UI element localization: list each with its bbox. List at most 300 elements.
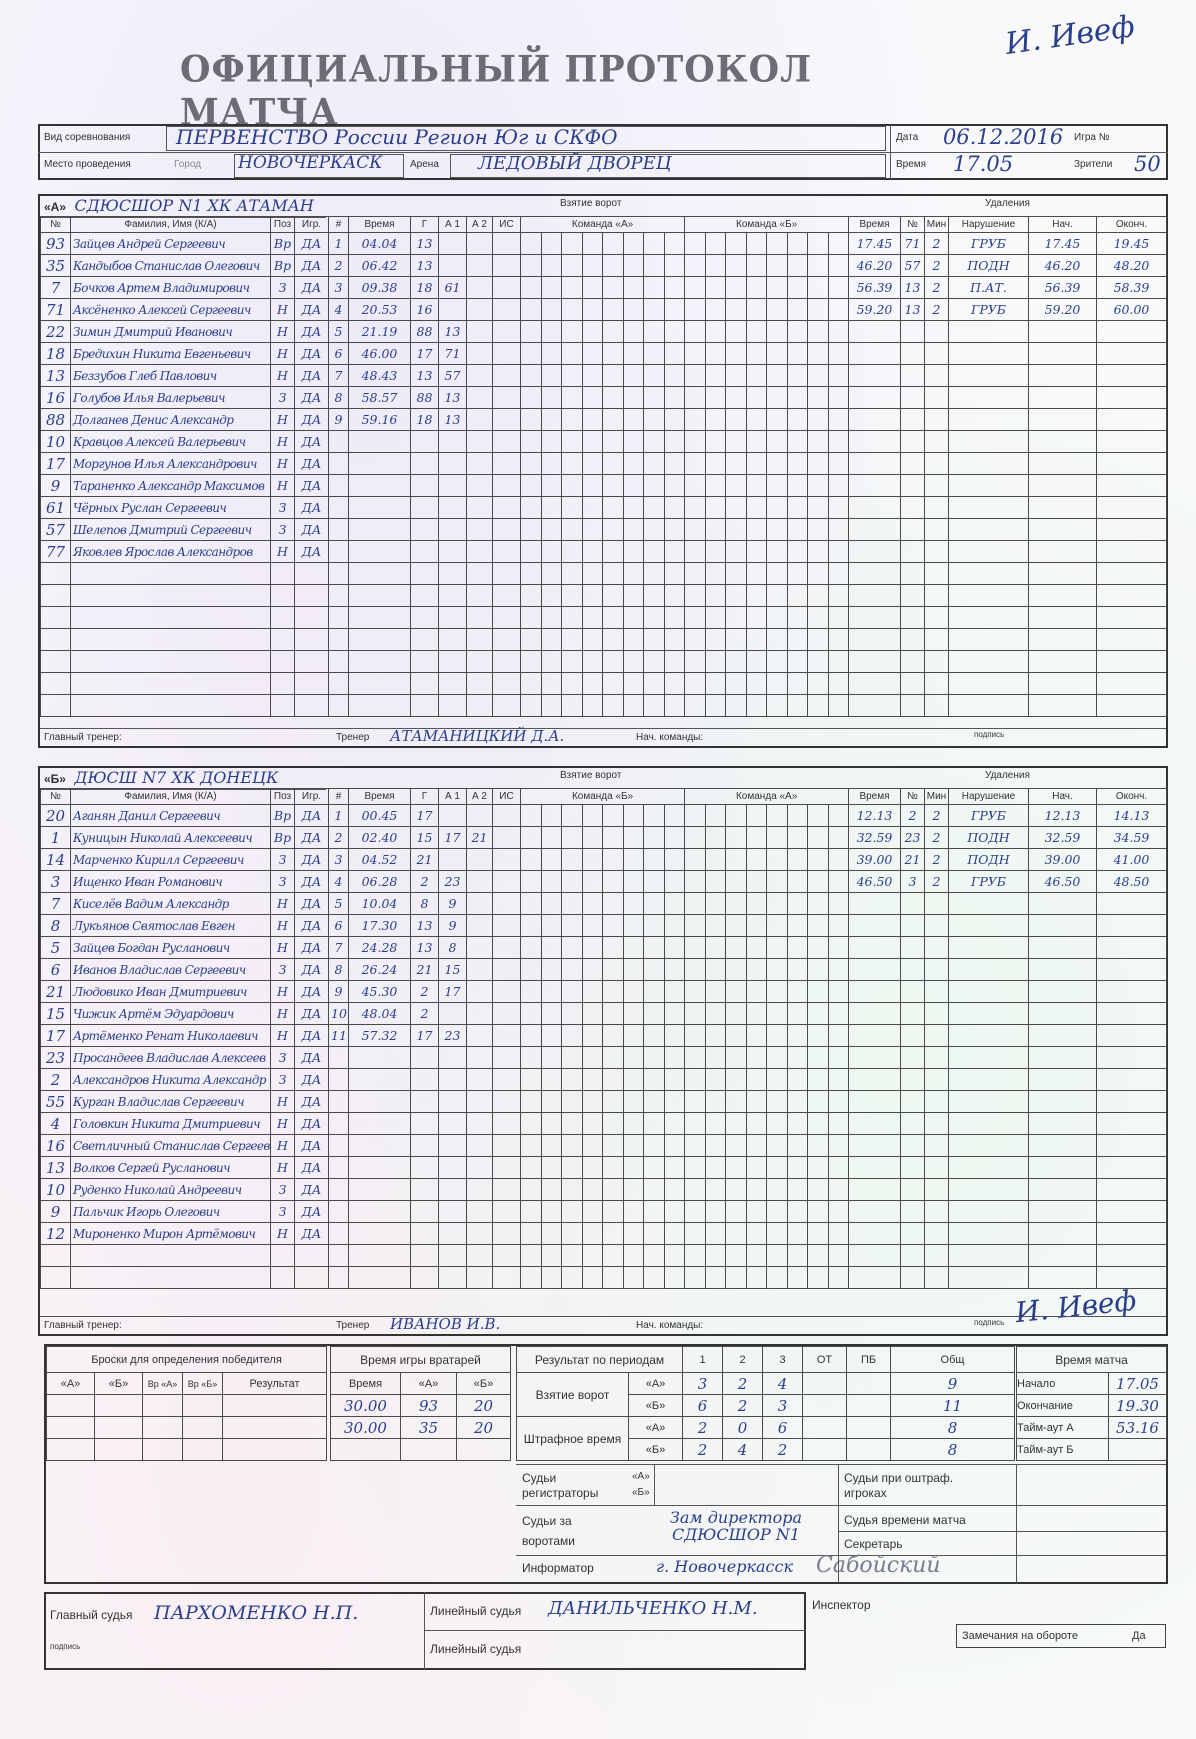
gk-grid-cell — [726, 431, 747, 453]
gk-grid-cell — [541, 475, 562, 497]
roster-row — [41, 607, 329, 629]
gk-grid-cell — [521, 343, 542, 365]
officials-vline — [838, 1465, 839, 1583]
goal-assist-2 — [467, 1113, 493, 1135]
goal-assist-1 — [439, 1223, 467, 1245]
gk-grid-cell — [808, 1069, 829, 1091]
penalty-time — [849, 959, 901, 981]
penalty-infraction — [949, 321, 1029, 343]
gk-grid-cell — [705, 1091, 726, 1113]
penalty-player: 57 — [901, 255, 925, 277]
shootout-col-gka: Вр «А» — [143, 1373, 183, 1395]
penalty-end — [1097, 1135, 1167, 1157]
gk-grid-cell — [623, 409, 644, 431]
goal-time: 06.42 — [349, 255, 411, 277]
roster-row — [41, 255, 329, 277]
gk-grid-cell — [726, 409, 747, 431]
gk-grid-cell — [828, 871, 849, 893]
penalty-player — [901, 585, 925, 607]
goal-number — [329, 475, 349, 497]
timeout-a-label: Тайм-аут А — [1017, 1417, 1109, 1439]
periods-pim-label: Штрафное время — [517, 1417, 629, 1461]
player-position — [271, 651, 295, 673]
player-number: 35 — [41, 255, 71, 277]
goal-time: 00.45 — [349, 805, 411, 827]
gk-grid-cell — [623, 849, 644, 871]
player-name: Ищенко Иван Романович — [71, 871, 271, 893]
penalty-row — [849, 233, 1167, 255]
penalty-time — [849, 563, 901, 585]
gk-grid-row — [521, 959, 849, 981]
penalty-infraction — [949, 607, 1029, 629]
goal-scorer — [411, 453, 439, 475]
gk-grid-cell — [541, 1091, 562, 1113]
penalty-player — [901, 629, 925, 651]
period-value: 2 — [763, 1439, 803, 1461]
penalty-minutes — [925, 1091, 949, 1113]
gk-grid-cell — [726, 1047, 747, 1069]
gk-grid-cell — [562, 1113, 583, 1135]
gk-grid-cell — [828, 585, 849, 607]
goal-number — [329, 695, 349, 717]
penalty-player: 23 — [901, 827, 925, 849]
goal-time — [349, 541, 411, 563]
penalty-minutes — [925, 519, 949, 541]
period-value: 11 — [891, 1395, 1015, 1417]
gk-grid-cell — [541, 1157, 562, 1179]
gk-grid-cell — [603, 409, 624, 431]
penalty-row — [849, 959, 1167, 981]
penalty-player — [901, 453, 925, 475]
col-g: Г — [411, 217, 439, 233]
player-position — [271, 563, 295, 585]
col-name — [71, 217, 271, 233]
penalty-start — [1029, 1047, 1097, 1069]
player-name — [71, 1267, 271, 1289]
gk-grid-cell — [767, 1245, 788, 1267]
gk-grid-cell — [746, 1069, 767, 1091]
gk-grid-cell — [726, 255, 747, 277]
penalty-minutes — [925, 1003, 949, 1025]
goal-scorer — [411, 1047, 439, 1069]
goal-assist-1 — [439, 431, 467, 453]
gk-grid-cell — [746, 1223, 767, 1245]
gk-grid-cell — [746, 805, 767, 827]
gk-grid-cell — [541, 607, 562, 629]
gk-grid-cell — [603, 827, 624, 849]
goal-situation — [493, 277, 521, 299]
gk-grid-cell — [685, 365, 706, 387]
goal-time: 04.04 — [349, 233, 411, 255]
gk-grid-cell — [562, 981, 583, 1003]
period-value — [847, 1417, 891, 1439]
gk-grid-cell — [582, 233, 603, 255]
gk-grid-cell — [664, 563, 685, 585]
gk-grid-cell — [644, 893, 665, 915]
player-number: 6 — [41, 959, 71, 981]
gk-grid-row — [521, 607, 849, 629]
player-name: Тараненко Александр Максимов — [71, 475, 271, 497]
penalty-minutes — [925, 541, 949, 563]
goal-situation — [493, 981, 521, 1003]
player-position: Н — [271, 321, 295, 343]
gk-grid-cell — [726, 1267, 747, 1289]
goal-assist-2 — [467, 1201, 493, 1223]
gk-grid-cell — [603, 959, 624, 981]
gk-grid-cell — [623, 453, 644, 475]
gk-grid-cell — [787, 1113, 808, 1135]
gk-grid-cell — [582, 563, 603, 585]
gk-grid-cell — [726, 1025, 747, 1047]
goal-row — [329, 629, 521, 651]
gk-grid-cell — [644, 849, 665, 871]
gk-grid-cell — [603, 1267, 624, 1289]
penalty-infraction — [949, 409, 1029, 431]
gk-grid-cell — [582, 937, 603, 959]
player-name: Волков Сергей Русланович — [71, 1157, 271, 1179]
goal-assist-2 — [467, 805, 493, 827]
col-pen-min: Мин — [925, 789, 949, 805]
period-value: 2 — [683, 1417, 723, 1439]
registrars-a: «А» — [632, 1471, 650, 1482]
gk-grid-cell — [541, 1113, 562, 1135]
goal-time: 48.04 — [349, 1003, 411, 1025]
goal-row — [329, 893, 521, 915]
gk-grid-cell — [746, 849, 767, 871]
gk-grid-cell — [623, 497, 644, 519]
player-position: Н — [271, 343, 295, 365]
gk-grid-cell — [623, 1267, 644, 1289]
gk-grid-cell — [726, 1179, 747, 1201]
gk-grid-cell — [603, 629, 624, 651]
gk-grid-cell — [644, 1245, 665, 1267]
linesman1-label: Линейный судья — [430, 1604, 522, 1618]
gk-grid-cell — [541, 1069, 562, 1091]
goal-assist-2 — [467, 893, 493, 915]
penalty-infraction — [949, 453, 1029, 475]
referees-hline — [424, 1630, 806, 1631]
referee-sign-label: подпись — [50, 1642, 81, 1651]
gk-grid-cell — [705, 805, 726, 827]
player-played: ДА — [295, 365, 329, 387]
gk-grid-cell — [644, 365, 665, 387]
player-name — [71, 607, 271, 629]
gk-grid-row — [521, 849, 849, 871]
penalty-end — [1097, 937, 1167, 959]
gk-grid-cell — [623, 673, 644, 695]
penalty-infraction — [949, 1047, 1029, 1069]
player-played: ДА — [295, 541, 329, 563]
gk-grid-cell — [521, 651, 542, 673]
goal-assist-1: 23 — [439, 1025, 467, 1047]
gk-grid-cell — [705, 1223, 726, 1245]
roster-row — [41, 651, 329, 673]
goal-assist-1: 71 — [439, 343, 467, 365]
gk-grid-cell — [582, 915, 603, 937]
gk-grid-cell — [828, 277, 849, 299]
gk-grid-cell — [705, 409, 726, 431]
team-a-roster — [40, 216, 329, 717]
goal-scorer: 16 — [411, 299, 439, 321]
penalty-infraction — [949, 1025, 1029, 1047]
penalty-row — [849, 1223, 1167, 1245]
penalty-player — [901, 519, 925, 541]
gk-grid-cell — [828, 1113, 849, 1135]
gk-grid-cell — [623, 893, 644, 915]
player-number: 16 — [41, 1135, 71, 1157]
roster-row — [41, 695, 329, 717]
gk-grid-cell — [562, 431, 583, 453]
gk-grid-cell — [787, 343, 808, 365]
gk-grid-row — [521, 519, 849, 541]
gk-grid-cell — [562, 849, 583, 871]
player-position: З — [271, 277, 295, 299]
player-number: 9 — [41, 1201, 71, 1223]
goal-assist-2 — [467, 409, 493, 431]
player-played: ДА — [295, 849, 329, 871]
penalty-end — [1097, 695, 1167, 717]
gk-grid-cell — [705, 299, 726, 321]
gk-grid-cell — [664, 541, 685, 563]
period-value — [847, 1439, 891, 1461]
penalty-row — [849, 1245, 1167, 1267]
goal-situation — [493, 893, 521, 915]
penalty-start — [1029, 1201, 1097, 1223]
goal-scorer — [411, 1069, 439, 1091]
periods-pim-b-label: «Б» — [629, 1439, 683, 1461]
roster-row — [41, 1113, 329, 1135]
gk-time-a: 35 — [401, 1417, 457, 1439]
goal-situation — [493, 1201, 521, 1223]
gk-grid-cell — [644, 1267, 665, 1289]
penalty-player — [901, 981, 925, 1003]
player-played: ДА — [295, 1069, 329, 1091]
gk-grid-cell — [541, 519, 562, 541]
penalty-end — [1097, 1091, 1167, 1113]
penalty-time — [849, 387, 901, 409]
player-name: Курган Владислав Сергеевич — [71, 1091, 271, 1113]
goal-situation — [493, 497, 521, 519]
roster-row — [41, 805, 329, 827]
gk-grid-cell — [787, 1047, 808, 1069]
gk-grid-cell — [767, 409, 788, 431]
period-value: 4 — [723, 1439, 763, 1461]
gk-grid-cell — [746, 365, 767, 387]
gk-grid-cell — [767, 1069, 788, 1091]
goal-scorer — [411, 695, 439, 717]
goal-scorer: 17 — [411, 343, 439, 365]
penalty-infraction — [949, 629, 1029, 651]
gk-grid-cell — [808, 1223, 829, 1245]
gk-grid-cell — [541, 651, 562, 673]
gk-grid-cell — [644, 541, 665, 563]
penalty-player: 13 — [901, 299, 925, 321]
gk-grid-cell — [828, 1245, 849, 1267]
col-ka-text: (К/А) — [194, 791, 217, 802]
player-number: 20 — [41, 805, 71, 827]
gk-grid-cell — [685, 1069, 706, 1091]
goal-situation — [493, 959, 521, 981]
gk-grid-cell — [664, 937, 685, 959]
gk-grid-row — [521, 1003, 849, 1025]
gk-grid-cell — [644, 563, 665, 585]
goal-situation — [493, 1091, 521, 1113]
goal-assist-2 — [467, 1135, 493, 1157]
goal-time: 09.38 — [349, 277, 411, 299]
goal-assist-2: 21 — [467, 827, 493, 849]
gk-grid-cell — [705, 563, 726, 585]
penalty-start — [1029, 1157, 1097, 1179]
gk-grid-cell — [767, 695, 788, 717]
goal-situation — [493, 563, 521, 585]
goal-situation — [493, 1047, 521, 1069]
goal-row — [329, 981, 521, 1003]
player-number: 93 — [41, 233, 71, 255]
gk-grid-cell — [603, 1091, 624, 1113]
gk-grid-cell — [521, 541, 542, 563]
gk-grid-cell — [664, 1069, 685, 1091]
goal-situation — [493, 937, 521, 959]
periods-caption: Результат по периодам — [517, 1347, 683, 1373]
gk-grid-cell — [685, 893, 706, 915]
gk-grid-cell — [541, 981, 562, 1003]
gk-grid-cell — [746, 915, 767, 937]
penalty-minutes — [925, 1201, 949, 1223]
goal-row — [329, 695, 521, 717]
gk-grid-cell — [746, 1047, 767, 1069]
penalty-end: 48.20 — [1097, 255, 1167, 277]
gk-grid-cell — [746, 255, 767, 277]
gk-grid-cell — [603, 1025, 624, 1047]
gk-grid-cell — [767, 299, 788, 321]
penalty-start — [1029, 1069, 1097, 1091]
gk-grid-cell — [726, 673, 747, 695]
gk-grid-cell — [644, 1047, 665, 1069]
goal-assist-1: 9 — [439, 915, 467, 937]
penalty-minutes: 2 — [925, 849, 949, 871]
player-name: Бочков Артем Владимирович — [71, 277, 271, 299]
gk-grid-cell — [644, 981, 665, 1003]
gk-grid-cell — [521, 1201, 542, 1223]
gk-grid-cell — [828, 233, 849, 255]
gk-grid-cell — [562, 805, 583, 827]
date-label: Дата — [896, 132, 919, 143]
gk-grid-cell — [726, 959, 747, 981]
gk-grid-cell — [828, 673, 849, 695]
penalty-end — [1097, 563, 1167, 585]
penalty-time — [849, 629, 901, 651]
gk-grid-cell — [705, 849, 726, 871]
gk-grid-cell — [808, 959, 829, 981]
gk-grid-cell — [603, 321, 624, 343]
goal-number: 7 — [329, 365, 349, 387]
penalty-player — [901, 1047, 925, 1069]
goal-assist-2 — [467, 387, 493, 409]
goal-number — [329, 1179, 349, 1201]
gk-grid-cell — [664, 827, 685, 849]
gk-time-value: 30.00 — [331, 1417, 401, 1439]
officials-line-3 — [838, 1531, 1166, 1532]
player-name: Голубов Илья Валерьевич — [71, 387, 271, 409]
gk-grid-cell — [541, 1179, 562, 1201]
player-name: Чёрных Руслан Сергеевич — [71, 497, 271, 519]
player-played: ДА — [295, 959, 329, 981]
gk-grid-cell — [664, 475, 685, 497]
penalty-time: 12.13 — [849, 805, 901, 827]
gk-grid-cell — [808, 431, 829, 453]
goal-situation — [493, 1003, 521, 1025]
gk-grid-row — [521, 409, 849, 431]
gk-grid-cell — [664, 893, 685, 915]
player-position: Н — [271, 365, 295, 387]
roster-row — [41, 277, 329, 299]
gk-time-col-b: «Б» — [457, 1373, 511, 1395]
gk-grid-cell — [685, 1267, 706, 1289]
team-a-pen-caption: Удаления — [985, 198, 1030, 209]
penalty-minutes: 2 — [925, 871, 949, 893]
goal-assist-2 — [467, 585, 493, 607]
goal-time — [349, 1245, 411, 1267]
goal-situation — [493, 673, 521, 695]
gk-grid-cell — [664, 1179, 685, 1201]
goal-time: 10.04 — [349, 893, 411, 915]
goal-scorer: 13 — [411, 937, 439, 959]
penalty-player — [901, 563, 925, 585]
roster-row — [41, 1201, 329, 1223]
gk-grid-cell — [644, 629, 665, 651]
player-position — [271, 629, 295, 651]
penalty-end — [1097, 343, 1167, 365]
gk-grid-cell — [582, 343, 603, 365]
gk-grid-cell — [623, 871, 644, 893]
gk-grid-cell — [644, 343, 665, 365]
gk-grid-cell — [685, 299, 706, 321]
penalty-minutes — [925, 651, 949, 673]
gk-grid-cell — [726, 695, 747, 717]
goal-time: 26.24 — [349, 959, 411, 981]
player-number: 22 — [41, 321, 71, 343]
penalty-infraction: ПОДН — [949, 827, 1029, 849]
gk-grid-cell — [541, 1201, 562, 1223]
player-number — [41, 651, 71, 673]
gk-grid-cell — [603, 563, 624, 585]
gk-grid-cell — [582, 299, 603, 321]
player-number: 77 — [41, 541, 71, 563]
gk-grid-cell — [562, 1047, 583, 1069]
gk-grid-cell — [562, 1223, 583, 1245]
player-number: 17 — [41, 453, 71, 475]
gk-grid-cell — [664, 915, 685, 937]
gk-grid-cell — [541, 937, 562, 959]
gk-grid-cell — [644, 519, 665, 541]
roster-row — [41, 519, 329, 541]
penalty-infraction: ПОДН — [949, 255, 1029, 277]
gk-grid-cell — [623, 541, 644, 563]
shootout-caption: Броски для определения победителя — [47, 1347, 327, 1373]
goal-scorer — [411, 1091, 439, 1113]
gk-grid-cell — [685, 1025, 706, 1047]
gk-grid-cell — [541, 805, 562, 827]
shootout-col-b: «Б» — [95, 1373, 143, 1395]
gk-grid-cell — [644, 651, 665, 673]
gk-grid-cell — [623, 981, 644, 1003]
penalty-row — [849, 805, 1167, 827]
team-a-captain-label: Нач. команды: — [636, 732, 704, 743]
period-value: 8 — [891, 1417, 1015, 1439]
goal-assist-2 — [467, 629, 493, 651]
gk-grid-cell — [541, 453, 562, 475]
penalty-time — [849, 1223, 901, 1245]
